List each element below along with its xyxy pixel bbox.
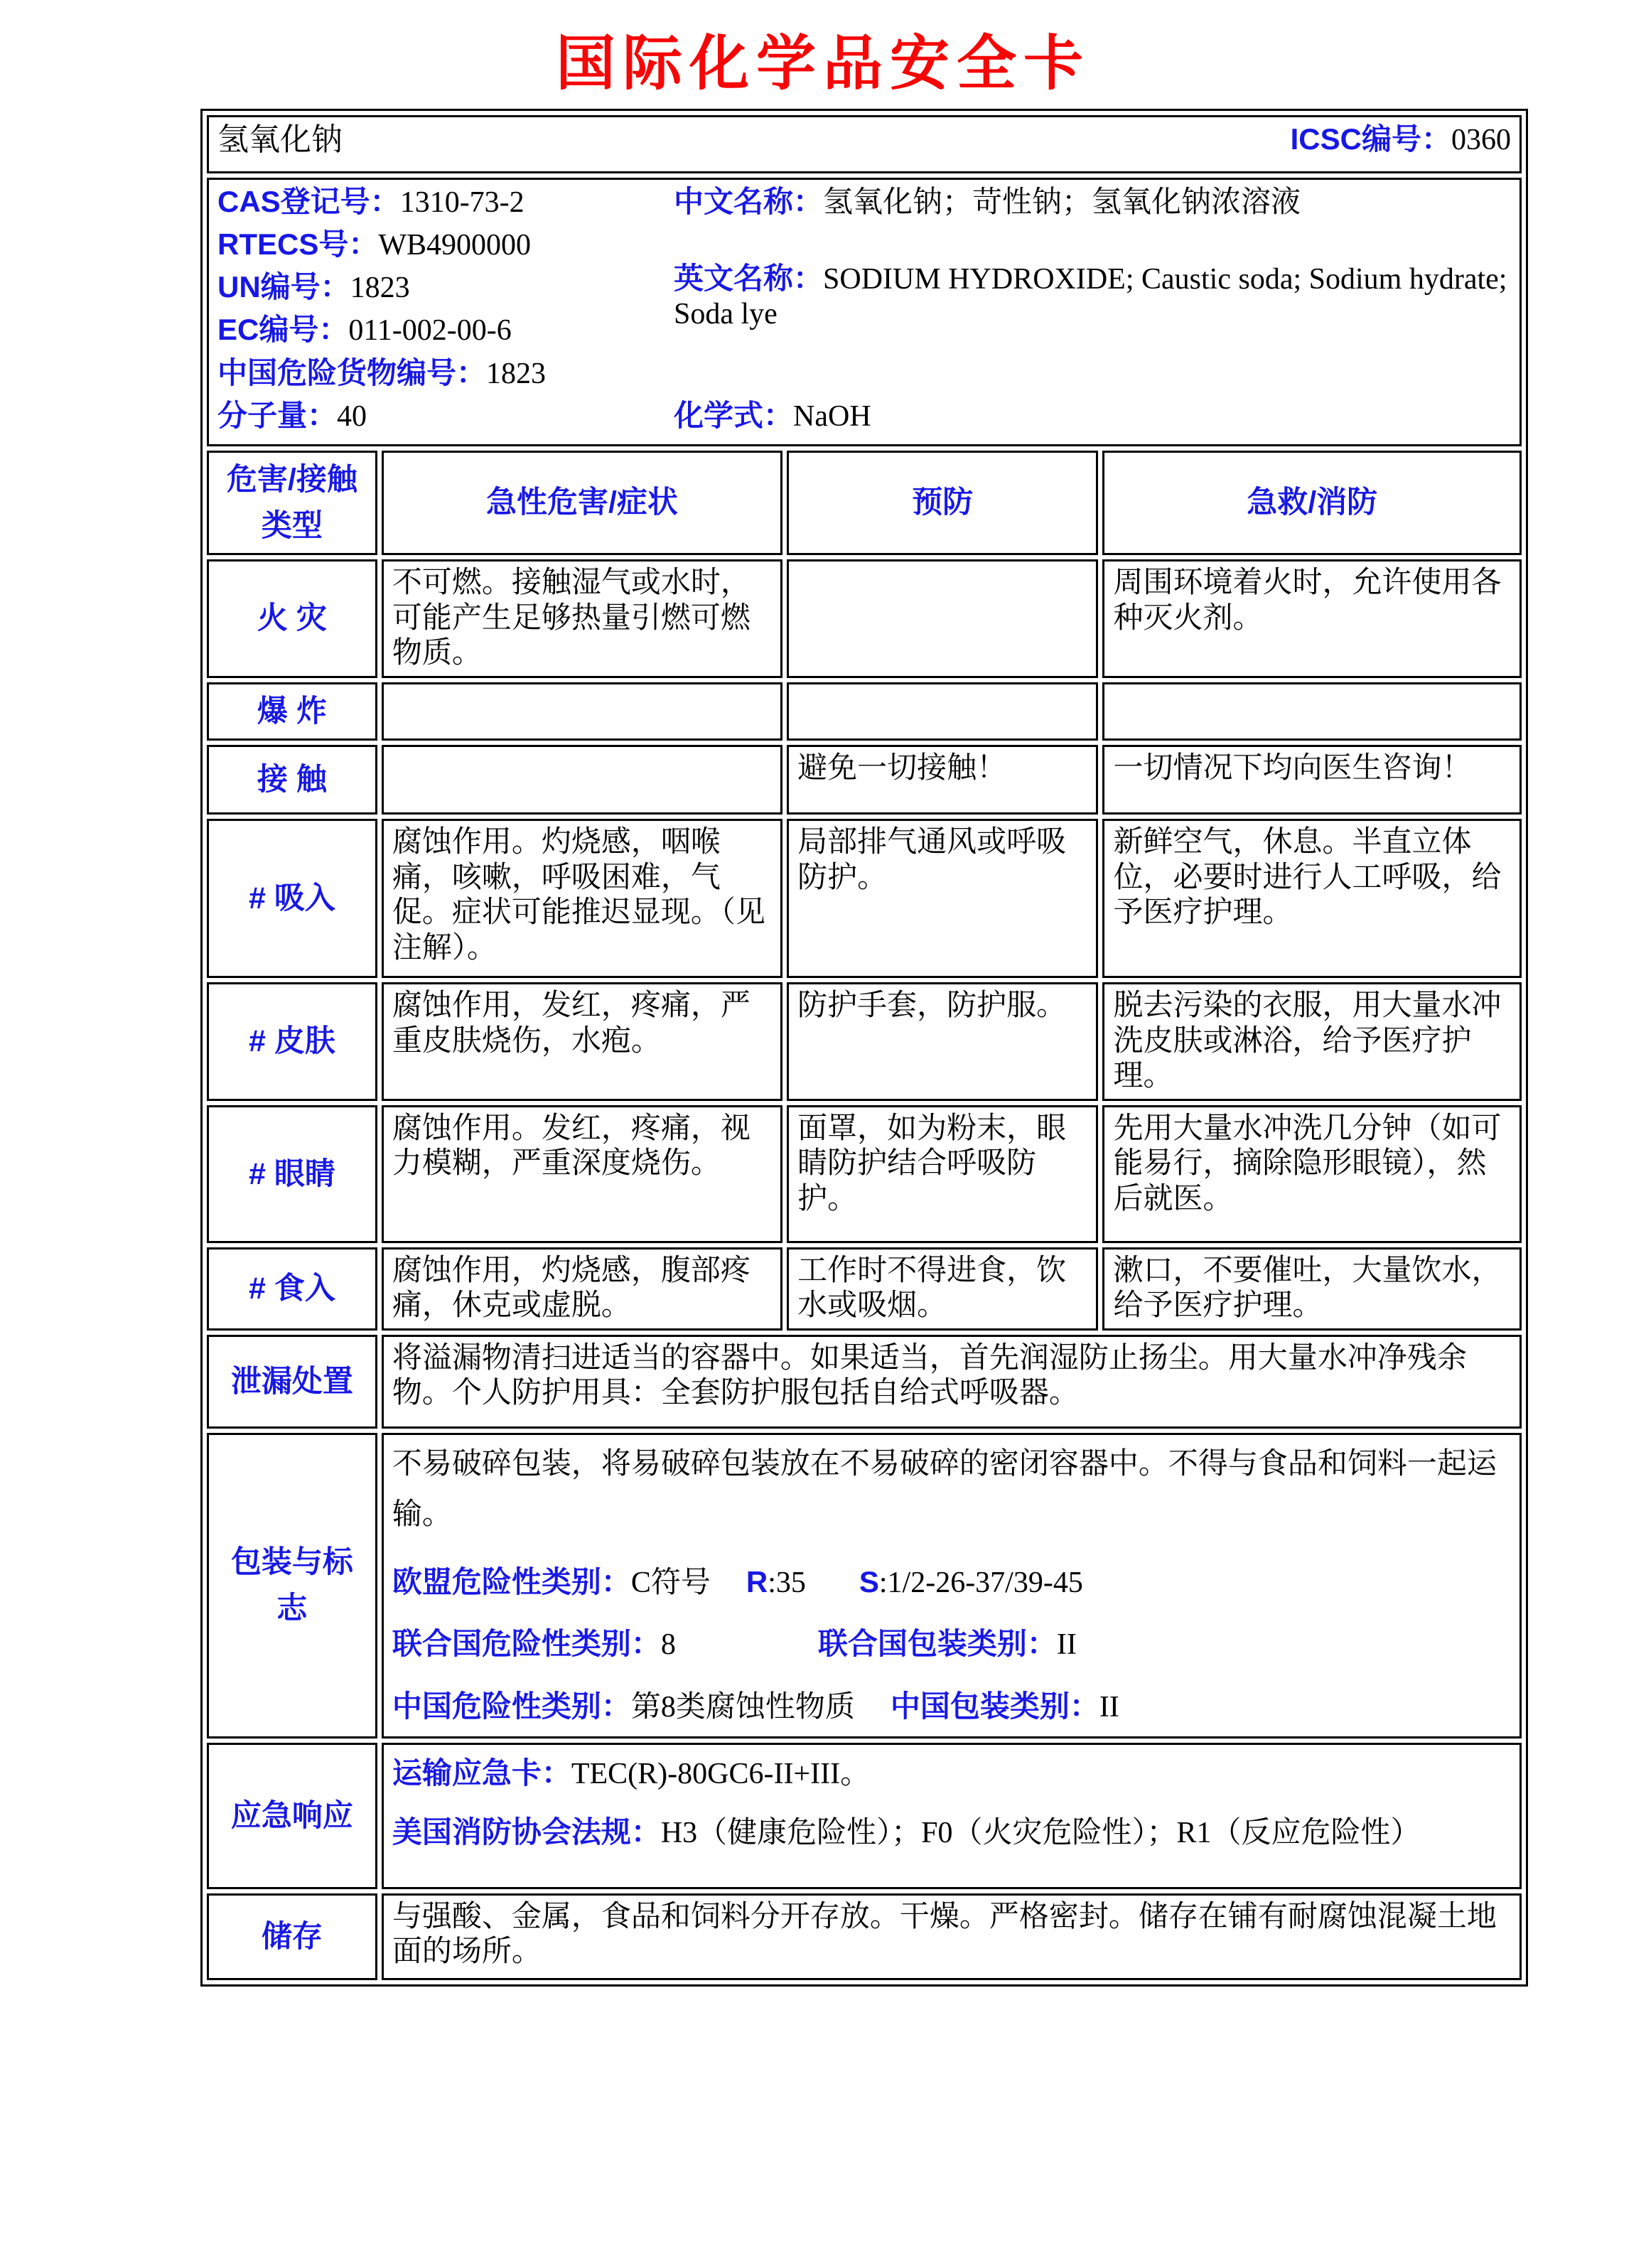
un-pack-label: 联合国包装类别： (817, 1627, 1057, 1661)
ingestion-symptoms: 腐蚀作用，灼烧感，腹部疼痛，休克或虚脱。 (382, 1247, 782, 1331)
row-label-packaging: 包装与标志 (207, 1433, 377, 1738)
nfpa-label: 美国消防协会法规： (392, 1815, 661, 1849)
rtecs-label: RTECS号： (217, 227, 379, 262)
un-pack-value: II (1056, 1628, 1077, 1662)
cas-value: 1310-73-2 (399, 186, 525, 219)
contact-symptoms (382, 745, 782, 815)
inhalation-symptoms: 腐蚀作用。灼烧感，咽喉痛，咳嗽，呼吸困难，气促。症状可能推迟显现。（见注解）。 (382, 819, 782, 978)
r-phrase-value: :35 (768, 1566, 806, 1599)
chinese-name-label: 中文名称： (674, 185, 824, 218)
un-number (217, 269, 658, 306)
table-row (207, 1247, 1522, 1331)
china-dg-label: 中国危险货物编号： (217, 355, 487, 389)
row-label-explosion: 爆 炸 (207, 682, 377, 741)
ec-label: EC编号： (217, 313, 349, 347)
eyes-first-aid: 先用大量水冲洗几分钟（如可能易行，摘除隐形眼镜），然后就医。 (1102, 1105, 1522, 1243)
ingestion-prevention: 工作时不得进食，饮水或吸烟。 (787, 1247, 1098, 1331)
chinese-name-value: 氢氧化钠；苛性钠；氢氧化钠浓溶液 (823, 186, 1301, 219)
table-row (207, 982, 1522, 1101)
ingestion-first-aid: 漱口，不要催吐，大量饮水，给予医疗护理。 (1102, 1247, 1522, 1331)
cas-label: CAS登记号： (217, 185, 400, 218)
nfpa-code (392, 1808, 1511, 1857)
packaging-cell (382, 1433, 1522, 1738)
english-name-label: 英文名称： (674, 261, 824, 295)
fire-symptoms: 不可燃。接触湿气或水时，可能产生足够热量引燃可燃物质。 (382, 559, 782, 678)
table-row (207, 819, 1522, 978)
s-phrase-label: S (859, 1564, 879, 1598)
fire-first-aid: 周围环境着火时，允许使用各种灭火剂。 (1102, 559, 1522, 678)
china-dg-number (217, 355, 658, 392)
cn-pack-label: 中国包装类别： (890, 1689, 1099, 1724)
un-label: UN编号： (217, 270, 350, 304)
formula-value: NaOH (793, 399, 871, 433)
table-row (207, 1335, 1522, 1429)
skin-prevention: 防护手套，防护服。 (787, 982, 1098, 1101)
un-value: 1823 (350, 272, 410, 305)
eu-class-label: 欧盟危险性类别： (392, 1564, 631, 1598)
contact-first-aid: 一切情况下均向医生咨询！ (1102, 745, 1522, 815)
row-label-emergency: 应急响应 (207, 1743, 377, 1889)
eyes-symptoms: 腐蚀作用。发红，疼痛，视力模糊，严重深度烧伤。 (382, 1105, 782, 1243)
fire-prevention (787, 559, 1098, 678)
emergency-cell (382, 1743, 1522, 1889)
icsc-number-label: ICSC编号： (1290, 122, 1451, 156)
storage-text: 与强酸、金属，食品和饲料分开存放。干燥。严格密封。储存在铺有耐腐蚀混凝土地面的场所。 (382, 1893, 1522, 1980)
table-row (207, 1105, 1522, 1243)
chinese-name (674, 184, 1511, 221)
chemical-formula (674, 398, 1511, 435)
tec-card (392, 1749, 1511, 1798)
spill-text: 将溢漏物清扫进适当的容器中。如果适当，首先润湿防止扬尘。用大量水冲净残余物。个人防护用具：全套防护服包括自给式呼吸器。 (382, 1335, 1522, 1429)
substance-name: 氢氧化钠 (217, 122, 343, 157)
table-row (207, 1893, 1522, 1980)
rtecs-number (217, 227, 658, 264)
table-row (207, 1433, 1522, 1738)
mw-label: 分子量： (217, 398, 338, 432)
icsc-number-value: 0360 (1451, 124, 1511, 157)
formula-label: 化学式： (674, 398, 794, 432)
explosion-first-aid (1102, 682, 1522, 741)
cn-class-value: 第8类腐蚀性物质 (630, 1691, 855, 1724)
r-phrase-label: R (746, 1564, 768, 1598)
inhalation-first-aid: 新鲜空气，休息。半直立体位，必要时进行人工呼吸，给予医疗护理。 (1102, 819, 1522, 978)
cas-number (217, 184, 658, 221)
nfpa-value: H3（健康危险性）；F0（火灾危险性）；R1（反应危险性） (660, 1817, 1421, 1850)
un-class-label: 联合国危险性类别： (392, 1627, 661, 1661)
contact-prevention: 避免一切接触！ (787, 745, 1098, 815)
eu-hazard-class (392, 1562, 1511, 1603)
row-label-storage: 储存 (207, 1893, 377, 1980)
china-dg-value: 1823 (486, 357, 547, 390)
un-class-value: 8 (660, 1628, 676, 1662)
skin-first-aid: 脱去污染的衣服，用大量水冲洗皮肤或淋浴，给予医疗护理。 (1102, 982, 1522, 1101)
col-header-prevention: 预防 (787, 451, 1098, 555)
cn-pack-value: II (1099, 1691, 1119, 1724)
eu-class-value: C符号 (630, 1566, 711, 1599)
table-row (207, 559, 1522, 678)
table-row (207, 745, 1522, 815)
inhalation-prevention: 局部排气通风或呼吸防护。 (787, 819, 1098, 978)
row-label-fire: 火 灾 (207, 559, 377, 678)
col-header-hazard-type: 危害/接触 类型 (207, 451, 377, 555)
packaging-text: 不易破碎包装，将易破碎包装放在不易破碎的密闭容器中。不得与食品和饲料一起运输。 (392, 1447, 1497, 1532)
ec-value: 011-002-00-6 (348, 314, 512, 348)
s-phrase-value: :1/2-26-37/39-45 (878, 1566, 1083, 1599)
molecular-weight (217, 398, 658, 435)
row-label-eyes: # 眼睛 (207, 1105, 377, 1243)
col-header-symptoms: 急性危害/症状 (382, 451, 782, 555)
rtecs-value: WB4900000 (378, 229, 532, 262)
table-row (207, 682, 1522, 741)
english-name (674, 261, 1511, 333)
ec-number (217, 312, 658, 349)
explosion-symptoms (382, 682, 782, 741)
icsc-card (200, 109, 1528, 1987)
cn-class-label: 中国危险性类别： (392, 1689, 631, 1724)
eyes-prevention: 面罩，如为粉末，眼睛防护结合呼吸防护。 (787, 1105, 1098, 1243)
icsc-number (1291, 122, 1511, 158)
cn-classes (392, 1687, 1511, 1728)
english-name-value: SODIUM HYDROXIDE; Caustic soda; Sodium hydrate; Soda lye (674, 262, 1507, 331)
skin-symptoms: 腐蚀作用，发红，疼痛，严重皮肤烧伤，水疱。 (382, 982, 782, 1101)
col-header-first-aid: 急救/消防 (1102, 451, 1522, 555)
tec-value: TEC(R)-80GC6-II+III。 (571, 1757, 871, 1790)
mw-value: 40 (337, 399, 367, 433)
identity-cell (207, 178, 1522, 446)
un-classes (392, 1624, 1511, 1665)
identifier-list (217, 184, 658, 434)
substance-header-cell (207, 115, 1522, 173)
explosion-prevention (787, 682, 1098, 741)
row-label-spill: 泄漏处置 (207, 1335, 377, 1429)
page-title: 国际化学品安全卡 (555, 30, 1090, 97)
name-block (658, 184, 1511, 434)
row-label-inhalation: # 吸入 (207, 819, 377, 978)
table-row (207, 1743, 1522, 1889)
tec-label: 运输应急卡： (392, 1756, 571, 1790)
row-label-contact: 接 触 (207, 745, 377, 815)
row-label-skin: # 皮肤 (207, 982, 377, 1101)
row-label-ingestion: # 食入 (207, 1247, 377, 1331)
